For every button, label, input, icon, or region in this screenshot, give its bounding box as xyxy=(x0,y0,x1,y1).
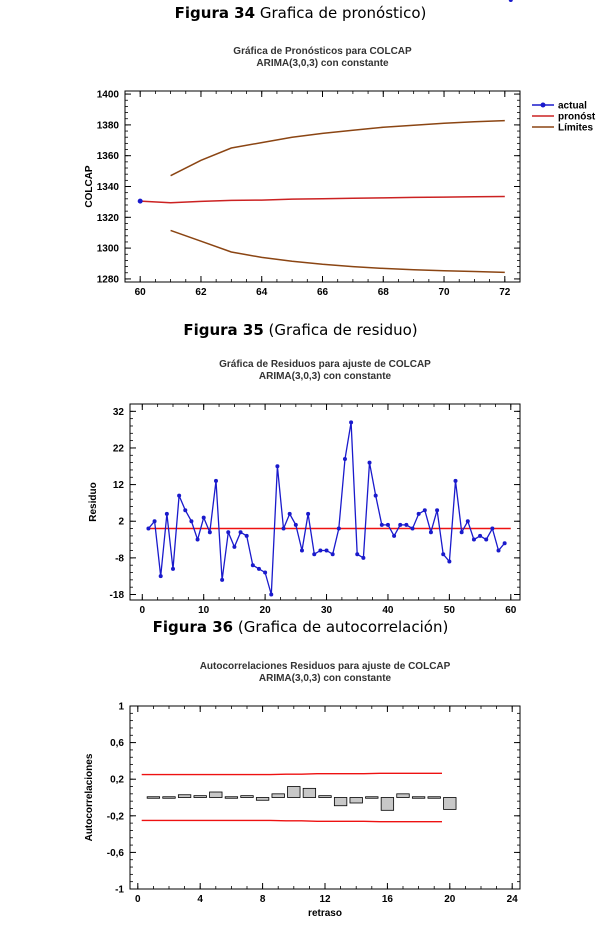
y-tick-label: 12 xyxy=(112,480,124,492)
y-tick-label: 1 xyxy=(118,701,124,713)
plot-area-border xyxy=(130,404,520,600)
residual-point xyxy=(398,523,402,527)
residual-point xyxy=(288,512,292,516)
chart-title: Gráfica de Pronósticos para COLCAP xyxy=(233,46,412,57)
series-limits-lower-line xyxy=(171,230,505,272)
residual-point xyxy=(484,538,488,542)
residual-point xyxy=(447,560,451,564)
y-tick-label: -0,2 xyxy=(106,811,124,823)
y-tick-label: 1280 xyxy=(96,274,119,286)
residual-point xyxy=(214,479,218,483)
residual-point xyxy=(337,527,341,531)
residual-point xyxy=(368,461,372,465)
x-axis-label: retraso xyxy=(308,908,342,919)
residual-point xyxy=(312,552,316,556)
acf-bar xyxy=(303,788,315,797)
caption-text: (Grafica de autocorrelación) xyxy=(233,618,449,636)
x-tick-label: 60 xyxy=(134,287,146,298)
caption-number: Figura 34 xyxy=(174,4,256,22)
residual-series-line xyxy=(148,422,504,594)
x-tick-label: 60 xyxy=(505,605,517,616)
acf-bar xyxy=(381,798,393,811)
y-tick-label: 1320 xyxy=(96,212,119,224)
acf-bar xyxy=(444,798,456,810)
y-tick-label: 1380 xyxy=(96,120,119,132)
residual-point xyxy=(275,464,279,468)
residual-point xyxy=(202,516,206,520)
residual-point xyxy=(208,530,212,534)
residual-point xyxy=(331,552,335,556)
acf-bar xyxy=(397,794,409,798)
y-tick-label: 2 xyxy=(118,516,124,528)
residual-point xyxy=(361,556,365,560)
x-tick-label: 72 xyxy=(499,287,511,298)
acf-bar xyxy=(288,787,300,798)
x-tick-label: 16 xyxy=(381,894,393,905)
y-tick-label: 0,6 xyxy=(110,738,124,750)
residual-point xyxy=(189,519,193,523)
y-tick-label: -0,6 xyxy=(106,847,124,859)
residual-point xyxy=(503,541,507,545)
chart-subtitle: ARIMA(3,0,3) con constante xyxy=(256,58,389,69)
x-tick-label: 50 xyxy=(443,605,455,616)
y-tick-label: 1300 xyxy=(96,243,119,255)
residual-point xyxy=(232,545,236,549)
y-tick-label: 1360 xyxy=(96,151,119,163)
acf-bar xyxy=(194,796,206,798)
legend-label: Límites xyxy=(558,122,594,134)
residual-point xyxy=(165,512,169,516)
x-tick-label: 20 xyxy=(444,894,456,905)
legend-marker xyxy=(541,103,546,108)
series-forecast-line xyxy=(140,197,505,203)
acf-bar xyxy=(272,794,284,798)
residual-point xyxy=(423,508,427,512)
y-axis-label: Residuo xyxy=(88,482,99,522)
x-tick-label: 62 xyxy=(195,287,207,298)
residual-point xyxy=(497,549,501,553)
residual-point xyxy=(490,527,494,531)
residual-point xyxy=(306,512,310,516)
x-tick-label: 64 xyxy=(256,287,268,298)
residual-point xyxy=(183,508,187,512)
residual-point xyxy=(343,457,347,461)
residual-point xyxy=(435,508,439,512)
y-tick-label: 1340 xyxy=(96,182,119,193)
x-tick-label: 8 xyxy=(259,894,266,905)
y-tick-label: -18 xyxy=(109,590,124,602)
residual-point xyxy=(159,574,163,578)
acf-bar xyxy=(241,796,253,798)
residual-point xyxy=(251,563,255,567)
residual-point xyxy=(349,420,353,424)
x-tick-label: 40 xyxy=(382,605,394,616)
acf-bar xyxy=(350,798,362,803)
residual-point xyxy=(146,527,150,531)
chart-title: Autocorrelaciones Residuos para ajuste de COLCAP xyxy=(199,661,451,672)
residual-point xyxy=(404,523,408,527)
acf-bar xyxy=(225,797,237,799)
residual-point xyxy=(429,530,433,534)
y-tick-label: 32 xyxy=(112,406,124,418)
residual-point xyxy=(220,578,224,582)
legend-label: actual xyxy=(558,100,587,112)
residual-point xyxy=(196,538,200,542)
residual-point xyxy=(177,494,181,498)
residual-point xyxy=(239,530,243,534)
acf-bar xyxy=(256,798,268,801)
x-tick-label: 12 xyxy=(319,894,331,905)
residual-point xyxy=(472,538,476,542)
residual-point xyxy=(300,549,304,553)
residual-point xyxy=(374,494,378,498)
y-axis-label: COLCAP xyxy=(84,165,95,208)
acf-bar xyxy=(428,797,440,799)
residual-point xyxy=(355,552,359,556)
y-axis-label: Autocorrelaciones xyxy=(84,753,95,842)
x-tick-label: 30 xyxy=(320,605,333,616)
residual-point xyxy=(454,479,458,483)
caption-text: (Grafica de residuo) xyxy=(263,321,418,339)
x-tick-label: 70 xyxy=(438,287,450,298)
residual-point xyxy=(460,530,464,534)
residual-point xyxy=(466,519,470,523)
chart-title: Gráfica de Residuos para ajuste de COLCAP xyxy=(219,359,431,370)
residual-point xyxy=(171,567,175,571)
acf-bar xyxy=(178,795,190,798)
residual-point xyxy=(411,527,415,531)
residual-point xyxy=(263,571,267,575)
series-limits-upper-line xyxy=(171,121,505,176)
caption-number: Figura 36 xyxy=(152,618,234,636)
acf-bar xyxy=(163,797,175,799)
caption-number: Figura 35 xyxy=(183,321,264,339)
x-tick-label: 20 xyxy=(259,605,271,616)
residual-point xyxy=(257,567,261,571)
y-tick-label: -8 xyxy=(115,553,124,565)
residual-point xyxy=(153,519,157,523)
residual-point xyxy=(417,512,421,516)
y-tick-label: 22 xyxy=(112,443,124,455)
residual-point xyxy=(245,534,249,538)
residual-point xyxy=(441,552,445,556)
acf-bar xyxy=(147,797,159,799)
residual-point xyxy=(478,534,482,538)
residual-point xyxy=(318,549,322,553)
residual-point xyxy=(392,534,396,538)
residual-point xyxy=(325,549,329,553)
x-tick-label: 0 xyxy=(139,605,146,616)
upper-limit-line xyxy=(142,773,442,774)
y-tick-label: 0,2 xyxy=(110,774,124,786)
residual-point xyxy=(282,527,286,531)
x-tick-label: 4 xyxy=(197,894,203,905)
chart-subtitle: ARIMA(3,0,3) con constante xyxy=(258,371,392,382)
acf-bar xyxy=(210,792,222,797)
residual-point xyxy=(386,523,390,527)
y-tick-label: 1400 xyxy=(96,89,119,101)
residual-point xyxy=(294,523,298,527)
acf-bar xyxy=(319,796,331,798)
caption-text: Grafica de pronóstico) xyxy=(255,4,427,22)
legend-label: pronóst xyxy=(558,111,596,123)
chart-subtitle: ARIMA(3,0,3) con constante xyxy=(258,673,392,684)
lower-limit-line xyxy=(142,820,442,821)
plot-area-border xyxy=(125,91,520,282)
x-tick-label: 66 xyxy=(316,287,329,298)
acf-bar xyxy=(366,797,378,799)
acf-bar xyxy=(334,798,346,806)
y-tick-label: -1 xyxy=(115,884,124,896)
x-tick-label: 0 xyxy=(135,894,141,905)
acf-bar xyxy=(412,797,424,799)
actual-point xyxy=(138,199,143,204)
x-tick-label: 10 xyxy=(198,605,210,616)
x-tick-label: 24 xyxy=(506,894,518,905)
residual-point xyxy=(269,593,273,597)
x-tick-label: 68 xyxy=(377,287,389,298)
residual-point xyxy=(380,523,384,527)
residual-point xyxy=(509,0,513,2)
residual-point xyxy=(226,530,230,534)
